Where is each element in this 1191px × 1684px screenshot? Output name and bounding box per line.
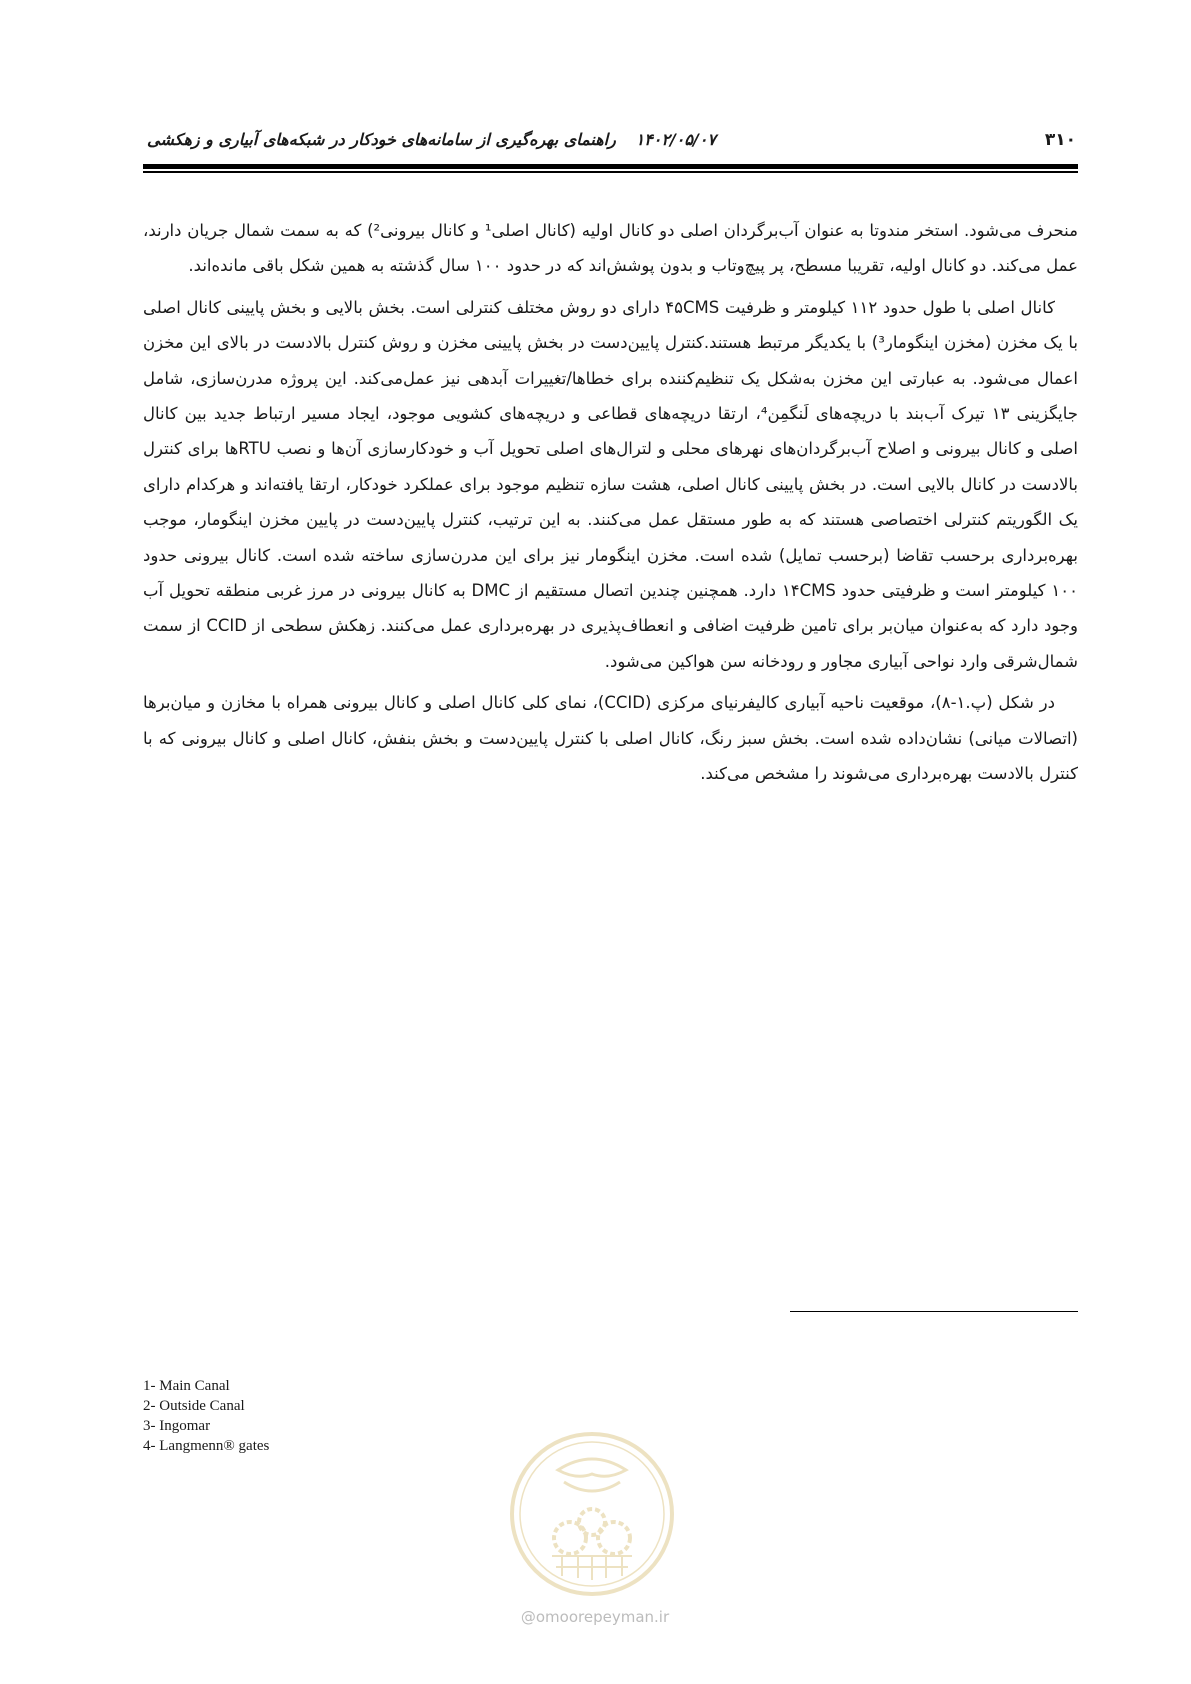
header-date: ۱۴۰۲/۰۵/۰۷ xyxy=(635,130,716,149)
paragraph-1: منحرف می‌شود. استخر مندوتا به عنوان آب‌برگردان اصلی دو کانال اولیه (کانال اصلی¹ و کانال بیرونی²) که به سمت شمال جریان دارند، عمل می‌کند. دو کانال اولیه، تقریبا مسطح، پر پیچ‌وتاب و بدون پوشش‌اند که در حدود ۱۰۰ سال گذشته به همین شکل باقی مانده‌اند. xyxy=(143,221,1078,276)
footnote-1: 1- Main Canal xyxy=(143,1378,230,1394)
running-header xyxy=(143,122,1078,162)
footnote-separator xyxy=(790,1311,1078,1312)
watermark-logo xyxy=(508,1430,676,1598)
paragraph-2: کانال اصلی با طول حدود ۱۱۲ کیلومتر و ظرفیت ۴۵CMS دارای دو روش مختلف کنترلی است. بخش بالایی و بخش پایینی کانال اصلی با یک مخزن (مخزن اینگومار³) با یکدیگر مرتبط هستند.کنترل پایین‌دست در بخش پایینی مخزن و روش کنترل بالادست در بالای این مخزن اعمال می‌شود. به عبارتی این مخزن به‌شکل یک تنظیم‌کننده برای خطاها/تغییرات آبدهی نیز عمل‌می‌کند. این پروژه مدرن‌سازی، شامل جایگزینی ۱۳ تیرک آب‌بند با دریچه‌های لَنگمِن⁴، ارتقا دریچه‌های قطاعی و دریچه‌های کشویی موجود، ایجاد مسیر ارتباط جدید بین کانال اصلی و کانال بیرونی و اصلاح آب‌برگردان‌های نهرهای محلی و لترال‌های اصلی تحویل آب و خودکارسازی آن‌ها و نصب RTUها برای کنترل بالادست در کانال بالایی است. در بخش پایینی کانال اصلی، هشت سازه تنظیم موجود برای عملکرد خودکار، ارتقا یافته‌اند و هرکدام دارای یک الگوریتم کنترلی اختصاصی هستند که به طور مستقل عمل می‌کنند. به این ترتیب، کنترل پایین‌دست در پایین مخزن اینگومار، موجب بهره‌برداری برحسب تقاضا (برحسب تمایل) شده است. مخزن اینگومار نیز برای این مدرن‌سازی ساخته شده است. کانال بیرونی حدود ۱۰۰ کیلومتر است و ظرفیتی حدود ۱۴CMS دارد. همچنین چندین اتصال مستقیم از DMC به کانال بیرونی در مرز غربی منطقه تحویل آب وجود دارد که به‌عنوان میان‌بر برای تامین ظرفیت اضافی و انعطاف‌پذیری در بهره‌برداری عمل می‌کنند. زهکش سطحی از CCID از سمت شمال‌شرقی وارد نواحی آبیاری مجاور و رودخانه سن هواکین می‌شود. xyxy=(143,297,1079,671)
footnote-3: 3- Ingomar xyxy=(143,1418,211,1434)
body-text xyxy=(143,213,1078,792)
footnotes xyxy=(143,1376,269,1456)
paragraph-3: در شکل (پ.۱-۸)، موقعیت ناحیه آبیاری کالیفرنیای مرکزی (CCID)، نمای کلی کانال اصلی و کانال بیرونی همراه با مخازن و میان‌برها (اتصالات میانی) نشان‌داده شده است. بخش سبز رنگ، کانال اصلی با کنترل پایین‌دست و بخش بنفش، کانال اصلی و کانال بیرونی که با کنترل بالادست بهره‌برداری می‌شوند را مشخص می‌کند. xyxy=(143,693,1078,784)
page-number: ۳۱۰ xyxy=(1044,130,1076,150)
watermark-url: @omoorepeyman.ir xyxy=(520,1608,670,1626)
footnote-4: 4- Langmenn® gates xyxy=(143,1438,270,1454)
footnote-2: 2- Outside Canal xyxy=(143,1398,245,1414)
header-rule-thin xyxy=(143,171,1078,173)
header-rule-thick xyxy=(143,164,1078,169)
book-title: راهنمای بهره‌گیری از سامانه‌های خودکار در شبکه‌های آبیاری و زهکشی xyxy=(147,130,616,149)
